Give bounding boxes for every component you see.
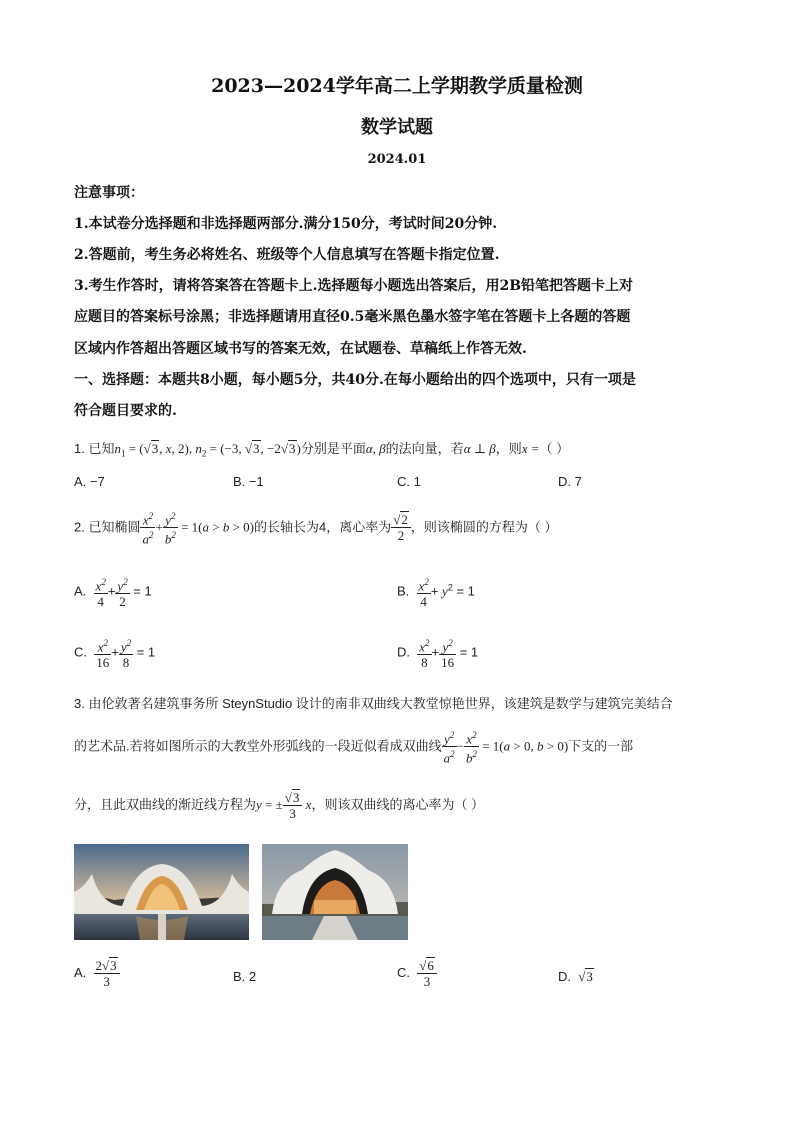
section-heading-line2: 符合题目要求的. (74, 403, 177, 419)
note-item-2: 2.答题前，考生务必将姓名、班级等个人信息填写在答题卡指定位置. (74, 247, 500, 263)
q1-mid3: ，则 (495, 441, 522, 456)
q2-eccentricity: $\frac{√2}{2}$ (391, 512, 411, 543)
section-heading-line1: 一、选择题：本题共8小题，每小题5分，共40分.在每小题给出的四个选项中，只有一项是 (74, 372, 636, 388)
q1-option-c: C. 1 (397, 474, 421, 489)
cathedral-photo-2 (262, 844, 408, 940)
note-item-3-line1: 3.考生作答时，请将答案答在答题卡上.选择题每小题选出答案后，用2B铅笔把答题卡上对 (74, 278, 634, 294)
q1-planes: α, β (365, 441, 386, 456)
cathedral-photo-1 (74, 844, 249, 940)
q3-option-a: A. $\frac{2√3}{3}$ (74, 958, 120, 989)
note-item-1: 1.本试卷分选择题和非选择题两部分.满分150分，考试时间20分钟. (74, 216, 498, 232)
q2-suffix: ，则该椭圆的方程为（ ） (410, 519, 558, 535)
q3-hyperbola-term-y: $\frac{y^2}{a^2}$ (443, 730, 455, 766)
q2-option-a: A. $\frac{x^2}{4}$ + $\frac{y^2}{2}$ = 1 (74, 577, 152, 610)
q2-option-d: D. $\frac{x^2}{8}$ + $\frac{y^2}{16}$ = 1 (397, 638, 479, 671)
q1-var: x = (521, 441, 540, 456)
q2-prefix: 2. 已知椭圆 (74, 519, 141, 535)
q1-prefix: 1. 已知 (74, 441, 115, 456)
q2-ellipse-term-y: $\frac{y^2}{b^2}$ (164, 511, 176, 547)
note-item-3-line2: 应题目的答案标号涂黑；非选择题请用直径0.5毫米黑色墨水签字笔在答题卡上各题的答题 (74, 309, 631, 325)
q1-mid2: 的法向量，若 (385, 441, 464, 456)
page-subtitle: 数学试题 (361, 117, 433, 138)
q3-hyperbola-term-x: $\frac{x^2}{b^2}$ (465, 730, 477, 766)
q3-line3: 分，且此双曲线的渐近线方程为y = ± $\frac{√3}{3}$ x，则该双曲线的离心率为（ ） (74, 790, 485, 821)
q1-vectors: $n_1 = (√3$, x, 2), $n_2 = (-3$, √3, −2√3) (114, 441, 301, 459)
q1-option-d: D. 7 (558, 474, 582, 489)
q1-suffix: （ ） (539, 441, 570, 456)
q1-condition: α ⊥ β (463, 441, 496, 456)
note-item-3-line3: 区域内作答超出答题区域书写的答案无效，在试题卷、草稿纸上作答无效. (74, 341, 527, 357)
notes-heading: 注意事项： (74, 185, 144, 201)
exam-date: 2024.01 (367, 152, 427, 167)
q2-mid: 的长轴长为4，离心率为 (254, 519, 392, 535)
question-1 (74, 436, 569, 467)
q3-line2: 的艺术品.若将如图所示的大教堂外形弧线的一段近似看成双曲线 $\frac{y^2}{a^2}$ − $\frac{x^2}{b^2}$ = 1(a > 0, b > 0)下支的一部 (74, 730, 634, 766)
q1-option-b: B. −1 (233, 474, 264, 489)
q3-option-d: D. √3 (558, 969, 593, 984)
q2-ellipse-term-x: $\frac{x^2}{a^2}$ (142, 511, 154, 547)
q2-option-c: C. $\frac{x^2}{16}$ + $\frac{y^2}{8}$ = 1 (74, 638, 156, 671)
q2-option-b: B. $\frac{x^2}{4}$ + $y^2 = 1$ (397, 577, 475, 610)
q3-line1: 3. 由伦敦著名建筑事务所 SteynStudio 设计的南非双曲线大教堂惊艳世界，该建筑是数学与建筑完美结合 (74, 696, 673, 711)
q1-mid: 分别是平面 (300, 441, 366, 456)
page-title: 2023—2024学年高二上学期教学质量检测 (211, 75, 583, 97)
q1-option-a: A. −7 (74, 474, 105, 489)
q3-option-b: B. 2 (233, 969, 257, 984)
question-2: 2. 已知椭圆 $\frac{x^2}{a^2}$ + $\frac{y^2}{b^2}$ = 1(a > b > 0)的长轴长为4，离心率为 $\frac{√2}{2}$ ，则该椭圆的方程为（ ） (74, 511, 558, 547)
q3-asymptote: y = ± (256, 796, 283, 812)
q3-option-c: C. $\frac{√6}{3}$ (397, 958, 437, 989)
